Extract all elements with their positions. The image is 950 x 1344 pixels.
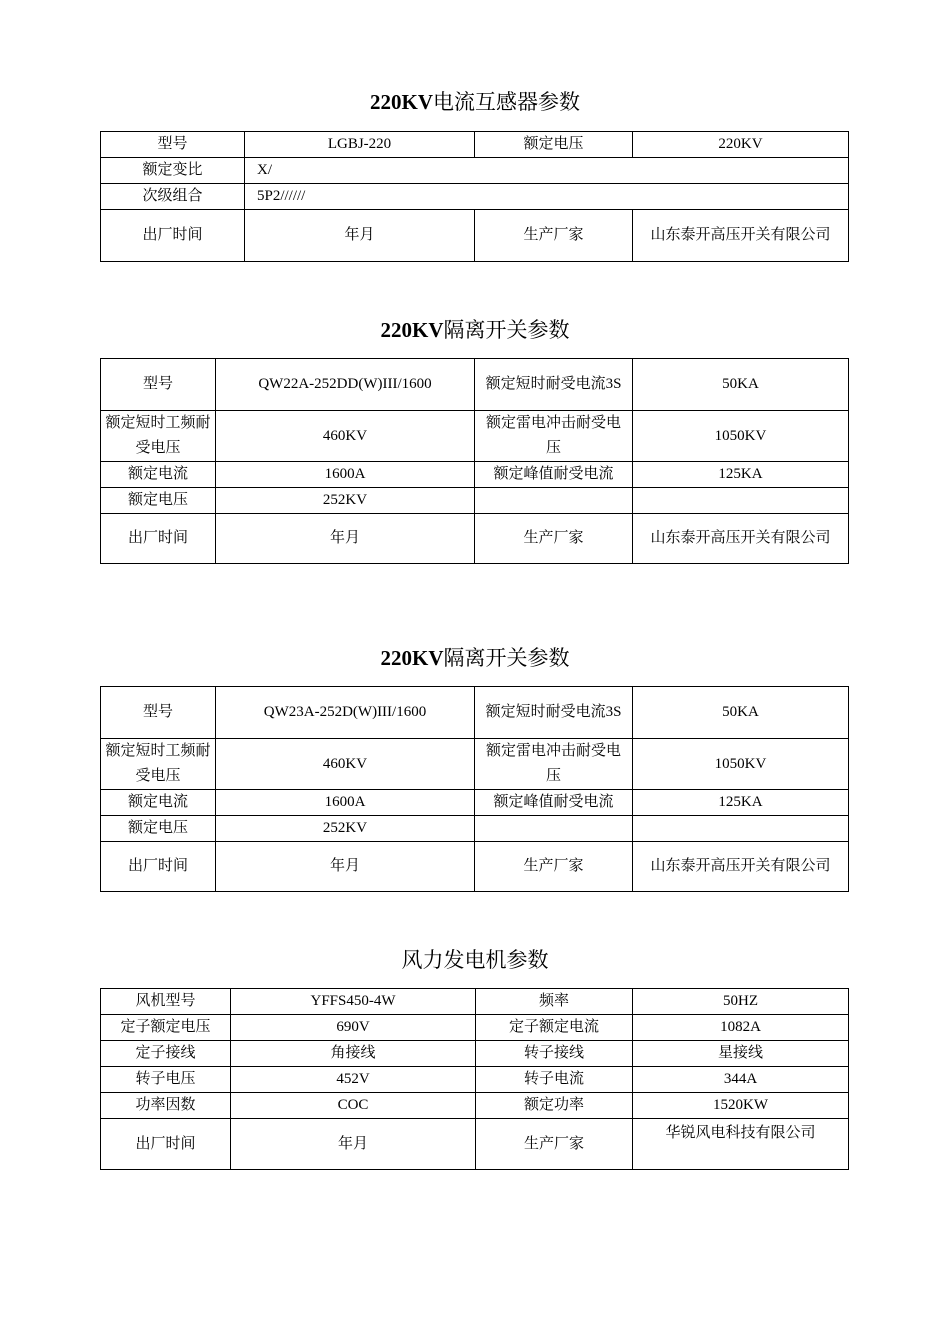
table-cell: 额定雷电冲击耐受电压	[475, 739, 633, 790]
table-cell: 1050KV	[633, 411, 849, 462]
table-cell	[633, 488, 849, 514]
table-cell: 690V	[231, 1015, 476, 1041]
wind-generator-params-title: 风力发电机参数	[401, 948, 549, 972]
table-cell: QW23A-252D(W)III/1600	[216, 687, 475, 739]
table-row	[101, 1041, 849, 1067]
table-cell: 出厂时间	[101, 210, 245, 262]
table-cell: 344A	[633, 1067, 849, 1093]
table-cell: 1082A	[633, 1015, 849, 1041]
table-cell	[475, 816, 633, 842]
table-row	[101, 514, 849, 564]
table-cell: LGBJ-220	[245, 132, 475, 158]
table-cell: 220KV	[633, 132, 849, 158]
table-row	[101, 132, 849, 158]
table-cell: 转子电流	[476, 1067, 633, 1093]
table-cell: 额定电压	[101, 816, 216, 842]
table-cell: 年月	[245, 210, 475, 262]
disconnector-params-table	[100, 358, 849, 564]
table-cell: 出厂时间	[101, 514, 216, 564]
table-cell: 额定变比	[101, 158, 245, 184]
table-row	[101, 411, 849, 462]
table-cell: 50KA	[633, 359, 849, 411]
table-cell: 年月	[231, 1119, 476, 1170]
table-row	[101, 790, 849, 816]
table-row	[101, 184, 849, 210]
disconnector-params-title-2: 220KV隔离开关参数	[380, 646, 570, 670]
table-cell: COC	[231, 1093, 476, 1119]
table-cell: 460KV	[216, 411, 475, 462]
table-row	[101, 739, 849, 790]
table-cell: 生产厂家	[475, 842, 633, 892]
table-cell: 生产厂家	[476, 1119, 633, 1170]
table-cell: 转子接线	[476, 1041, 633, 1067]
table-cell: 型号	[101, 132, 245, 158]
table-row	[101, 1119, 849, 1170]
table-cell	[475, 488, 633, 514]
table-cell: 生产厂家	[475, 514, 633, 564]
table-row	[101, 1015, 849, 1041]
table-cell: 1520KW	[633, 1093, 849, 1119]
table-cell: 1600A	[216, 462, 475, 488]
table-row	[101, 816, 849, 842]
table-cell: 252KV	[216, 816, 475, 842]
table-cell: 额定电压	[101, 488, 216, 514]
table-row	[101, 687, 849, 739]
table-cell: 年月	[216, 514, 475, 564]
table-cell: 型号	[101, 359, 216, 411]
table-cell: YFFS450-4W	[231, 989, 476, 1015]
table-cell: 转子电压	[101, 1067, 231, 1093]
table-cell: 额定电流	[101, 790, 216, 816]
disconnector-params-table-2	[100, 686, 849, 892]
table-cell: 460KV	[216, 739, 475, 790]
table-cell: 山东泰开高压开关有限公司	[633, 210, 849, 262]
table-cell: 山东泰开高压开关有限公司	[633, 842, 849, 892]
table-cell: 年月	[216, 842, 475, 892]
table-row	[101, 488, 849, 514]
table-row	[101, 842, 849, 892]
table-row	[101, 359, 849, 411]
table-cell: 华锐风电科技有限公司	[633, 1119, 849, 1170]
table-cell: 频率	[476, 989, 633, 1015]
table-cell: 山东泰开高压开关有限公司	[633, 514, 849, 564]
table-cell: 50KA	[633, 687, 849, 739]
table-cell: 角接线	[231, 1041, 476, 1067]
table-cell: 125KA	[633, 462, 849, 488]
table-row	[101, 158, 849, 184]
table-cell: 型号	[101, 687, 216, 739]
table-cell: 功率因数	[101, 1093, 231, 1119]
table-row	[101, 210, 849, 262]
table-cell: 125KA	[633, 790, 849, 816]
table-cell: 额定雷电冲击耐受电压	[475, 411, 633, 462]
table-cell: 1050KV	[633, 739, 849, 790]
table-cell: 定子接线	[101, 1041, 231, 1067]
table-cell: 额定短时耐受电流3S	[475, 359, 633, 411]
table-cell: 额定短时工频耐受电压	[101, 739, 216, 790]
wind-generator-params-table	[100, 988, 849, 1170]
table-cell: 风机型号	[101, 989, 231, 1015]
table-cell: 额定短时工频耐受电压	[101, 411, 216, 462]
table-cell: 50HZ	[633, 989, 849, 1015]
table-cell: 252KV	[216, 488, 475, 514]
ct-params-table	[100, 131, 849, 262]
table-cell: 1600A	[216, 790, 475, 816]
ct-params-title: 220KV电流互感器参数	[370, 90, 580, 114]
table-cell: X/	[245, 158, 849, 184]
table-cell: 星接线	[633, 1041, 849, 1067]
table-cell: 额定电压	[475, 132, 633, 158]
table-cell: 额定短时耐受电流3S	[475, 687, 633, 739]
table-cell	[633, 816, 849, 842]
table-cell: 5P2//////	[245, 184, 849, 210]
table-row	[101, 1067, 849, 1093]
table-cell: 次级组合	[101, 184, 245, 210]
table-cell: 额定峰值耐受电流	[475, 462, 633, 488]
table-cell: 额定峰值耐受电流	[475, 790, 633, 816]
table-row	[101, 462, 849, 488]
table-cell: QW22A-252DD(W)III/1600	[216, 359, 475, 411]
table-cell: 出厂时间	[101, 842, 216, 892]
table-cell: 定子额定电流	[476, 1015, 633, 1041]
table-cell: 452V	[231, 1067, 476, 1093]
disconnector-params-title: 220KV隔离开关参数	[380, 318, 570, 342]
table-cell: 定子额定电压	[101, 1015, 231, 1041]
table-cell: 生产厂家	[475, 210, 633, 262]
table-cell: 额定功率	[476, 1093, 633, 1119]
table-cell: 出厂时间	[101, 1119, 231, 1170]
table-row	[101, 989, 849, 1015]
table-row	[101, 1093, 849, 1119]
table-cell: 额定电流	[101, 462, 216, 488]
